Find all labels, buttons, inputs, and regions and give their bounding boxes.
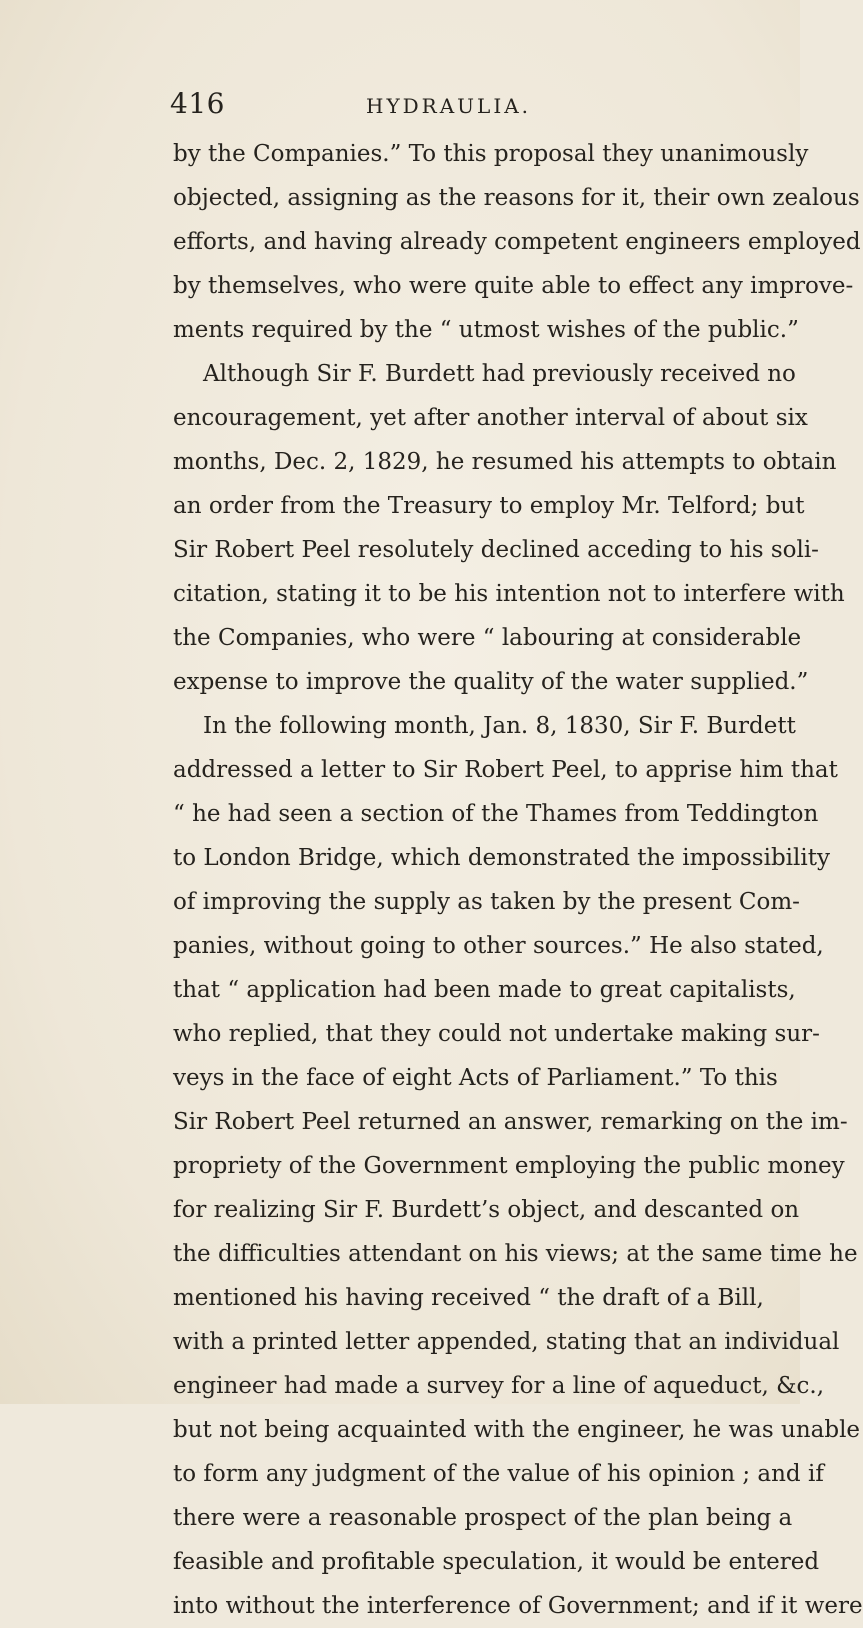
text-line: into without the interference of Government; and if it were: [173, 1593, 863, 1619]
text-line: but not being acquainted with the engineer, he was unable: [173, 1417, 861, 1443]
text-line: by themselves, who were quite able to effect any improve-: [173, 273, 854, 299]
text-line: feasible and profitable speculation, it would be entered: [173, 1549, 820, 1575]
page-header: [0, 84, 800, 124]
text-line: engineer had made a survey for a line of aqueduct, &c.,: [173, 1373, 825, 1399]
text-line: an order from the Treasury to employ Mr. Telford; but: [173, 493, 805, 519]
text-line: Sir Robert Peel returned an answer, remarking on the im-: [173, 1109, 848, 1135]
text-line: of improving the supply as taken by the present Com-: [173, 889, 800, 915]
text-line: encouragement, yet after another interval of about six: [173, 405, 808, 431]
text-line: for realizing Sir F. Burdett’s object, and descanted on: [173, 1197, 800, 1223]
text-line: veys in the face of eight Acts of Parliament.” To this: [173, 1065, 778, 1091]
paragraph-start-line: In the following month, Jan. 8, 1830, Sir F. Burdett: [203, 713, 796, 739]
text-line: “ he had seen a section of the Thames from Teddington: [173, 801, 819, 827]
text-line: efforts, and having already competent engineers employed: [173, 229, 861, 255]
text-line: panies, without going to other sources.” He also stated,: [173, 933, 824, 959]
text-line: to London Bridge, which demonstrated the impossibility: [173, 845, 830, 871]
text-line: who replied, that they could not undertake making sur-: [173, 1021, 820, 1047]
text-line: propriety of the Government employing the public money: [173, 1153, 845, 1179]
text-line: objected, assigning as the reasons for it, their own zealous: [173, 185, 860, 211]
text-line: with a printed letter appended, stating that an individual: [173, 1329, 840, 1355]
text-line: by the Companies.” To this proposal they unanimously: [173, 141, 809, 167]
text-line: the difficulties attendant on his views; at the same time he: [173, 1241, 858, 1267]
text-line: there were a reasonable prospect of the plan being a: [173, 1505, 793, 1531]
text-line: months, Dec. 2, 1829, he resumed his attempts to obtain: [173, 449, 837, 475]
text-line: Sir Robert Peel resolutely declined acceding to his soli-: [173, 537, 819, 563]
text-line: expense to improve the quality of the water supplied.”: [173, 669, 809, 695]
running-title: HYDRAULIA.: [366, 94, 532, 118]
text-line: addressed a letter to Sir Robert Peel, to apprise him that: [173, 757, 838, 783]
text-line: citation, stating it to be his intention not to interfere with: [173, 581, 845, 607]
text-line: to form any judgment of the value of his opinion ; and if: [173, 1461, 824, 1487]
paragraph-start-line: Although Sir F. Burdett had previously received no: [203, 361, 796, 387]
text-line: that “ application had been made to great capitalists,: [173, 977, 796, 1003]
text-line: ments required by the “ utmost wishes of the public.”: [173, 317, 799, 343]
text-line: mentioned his having received “ the draft of a Bill,: [173, 1285, 764, 1311]
body-text: [173, 132, 863, 1628]
text-line: the Companies, who were “ labouring at considerable: [173, 625, 802, 651]
page-number: 416: [170, 87, 225, 120]
